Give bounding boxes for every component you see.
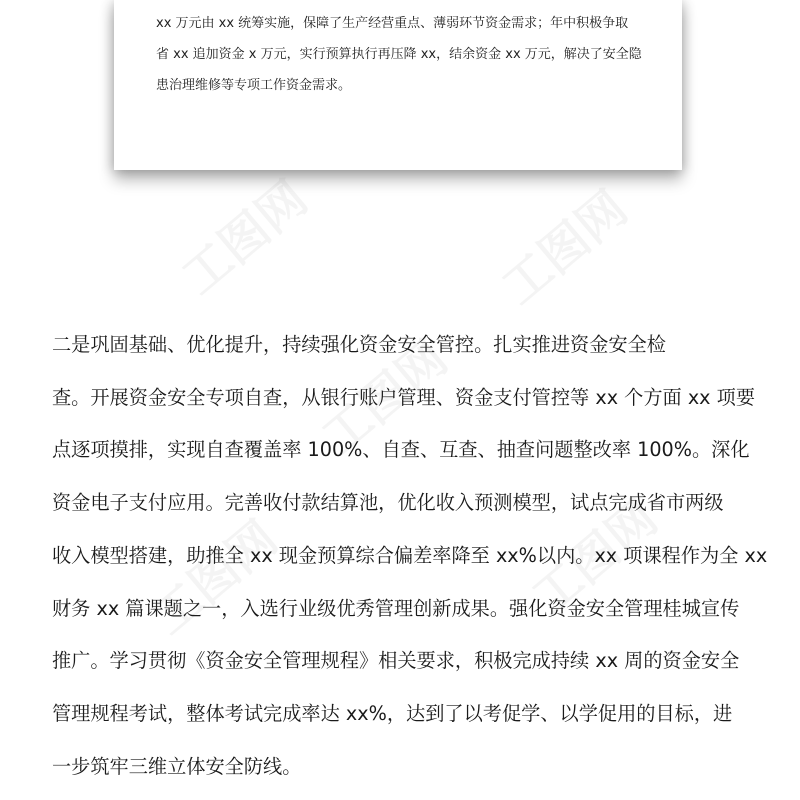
text-line: 省 xx 追加资金 x 万元，实行预算执行再压降 xx，结余资金 xx 万元，解决了安全隐: [156, 47, 642, 62]
text-line: 资金电子支付应用。完善收付款结算池，优化收入预测模型，试点完成省市两级: [52, 491, 724, 515]
excerpt-card: [114, 0, 682, 170]
body-paragraph: [52, 319, 782, 793]
text-line: 查。开展资金安全专项自查，从银行账户管理、资金支付管控等 xx 个方面 xx 项要: [52, 385, 756, 409]
text-line: 患治理维修等专项工作资金需求。: [156, 78, 352, 93]
text-line: 推广。学习贯彻《资金安全管理规程》相关要求，积极完成持续 xx 周的资金安全: [52, 649, 740, 673]
watermark: [485, 172, 640, 317]
text-line: 管理规程考试，整体考试完成率达 xx%，达到了以考促学、以学促用的目标，进: [52, 701, 733, 725]
watermark: [165, 162, 320, 307]
text-line: 点逐项摸排，实现自查覆盖率 100%、自查、互查、抽查问题整改率 100%。深化: [52, 438, 750, 462]
excerpt-paragraph: [156, 8, 666, 101]
text-line: xx 万元由 xx 统筹实施，保障了生产经营重点、薄弱环节资金需求；年中积极争取: [156, 16, 629, 31]
text-line: 财务 xx 篇课题之一，入选行业级优秀管理创新成果。强化资金安全管理桂城宣传: [52, 596, 740, 620]
text-line: 一步筑牢三维立体安全防线。: [52, 754, 302, 778]
text-line: 二是巩固基础、优化提升，持续强化资金安全管控。扎实推进资金安全检: [52, 333, 666, 356]
text-line: 收入模型搭建，助推全 xx 现金预算综合偏差率降至 xx%以内。xx 项课程作为全 xx: [52, 543, 768, 567]
